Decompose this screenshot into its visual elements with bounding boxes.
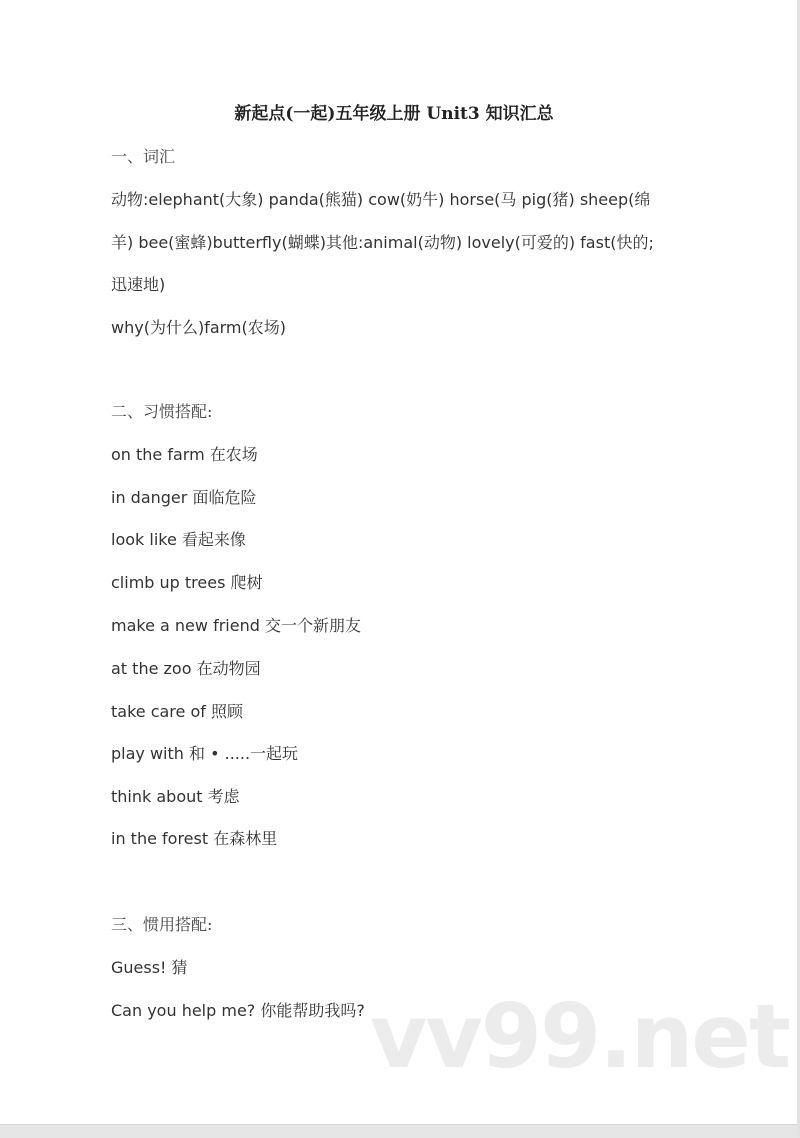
phrase-item: at the zoo 在动物园 [111, 659, 261, 678]
watermark: vv99.net [370, 985, 790, 1088]
phrase-item: make a new friend 交一个新朋友 [111, 616, 361, 635]
phrase-item: climb up trees 爬树 [111, 573, 263, 592]
page-bottom-edge [0, 1124, 800, 1138]
vocab-line: 羊) bee(蜜蜂)butterfly(蝴蝶)其他:animal(动物) lovely(可爱的) fast(快的; [111, 233, 654, 252]
vocab-line: why(为什么)farm(农场) [111, 318, 286, 337]
phrase-item: play with 和 • .....一起玩 [111, 744, 299, 763]
section-heading-vocabulary: 一、词汇 [111, 147, 176, 166]
expression-item: Can you help me? 你能帮助我吗? [111, 1001, 365, 1020]
document-title: 新起点(一起)五年级上册 Unit3 知识汇总 [234, 104, 554, 124]
section-heading-collocations: 二、习惯搭配: [111, 402, 213, 421]
phrase-item: take care of 照顾 [111, 702, 243, 721]
phrase-item: think about 考虑 [111, 787, 240, 806]
phrase-item: on the farm 在农场 [111, 445, 258, 464]
phrase-item: in the forest 在森林里 [111, 829, 278, 848]
expression-item: Guess! 猜 [111, 958, 188, 977]
vocab-line: 动物:elephant(大象) panda(熊猫) cow(奶牛) horse(马 pig(猪) sheep(绵 [111, 190, 651, 209]
section-heading-expressions: 三、惯用搭配: [111, 915, 213, 934]
phrase-item: look like 看起来像 [111, 530, 246, 549]
vocab-line: 迅速地) [111, 275, 166, 294]
phrase-item: in danger 面临危险 [111, 488, 257, 507]
